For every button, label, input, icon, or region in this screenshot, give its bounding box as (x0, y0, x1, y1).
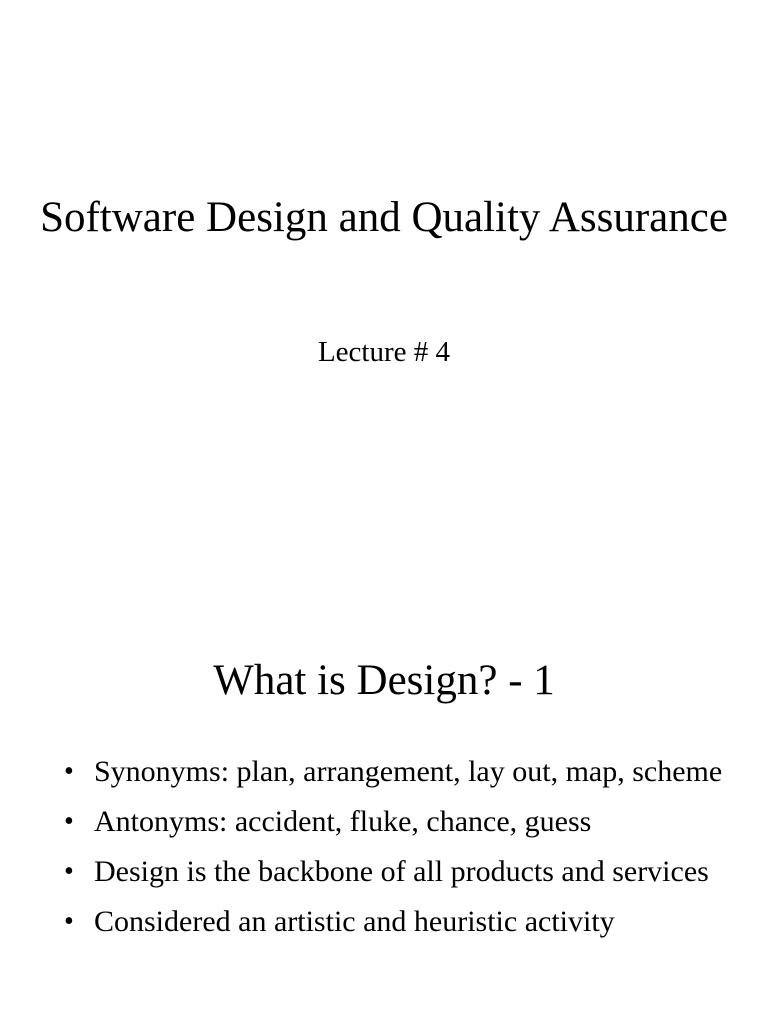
content-slide (0, 512, 768, 1024)
bullet-dot-icon: • (64, 756, 74, 787)
bullet-text: Antonyms: accident, fluke, chance, guess (94, 805, 592, 838)
bullet-dot-icon: • (64, 856, 74, 887)
bullet-text: Synonyms: plan, arrangement, lay out, map, scheme (94, 755, 723, 788)
bullet-dot-icon: • (64, 906, 74, 937)
slide-title: Software Design and Quality Assurance (40, 194, 728, 241)
slide-subtitle: Lecture # 4 (317, 336, 451, 368)
bullet-list (0, 752, 768, 952)
bullet-item (0, 752, 768, 791)
bullet-dot-icon: • (64, 806, 74, 837)
slide-title: What is Design? - 1 (213, 657, 555, 704)
bullet-text: Design is the backbone of all products and services (94, 855, 709, 888)
bullet-text: Considered an artistic and heuristic activity (94, 905, 615, 938)
bullet-item (0, 802, 768, 841)
bullet-item (0, 852, 768, 891)
bullet-item (0, 902, 768, 941)
